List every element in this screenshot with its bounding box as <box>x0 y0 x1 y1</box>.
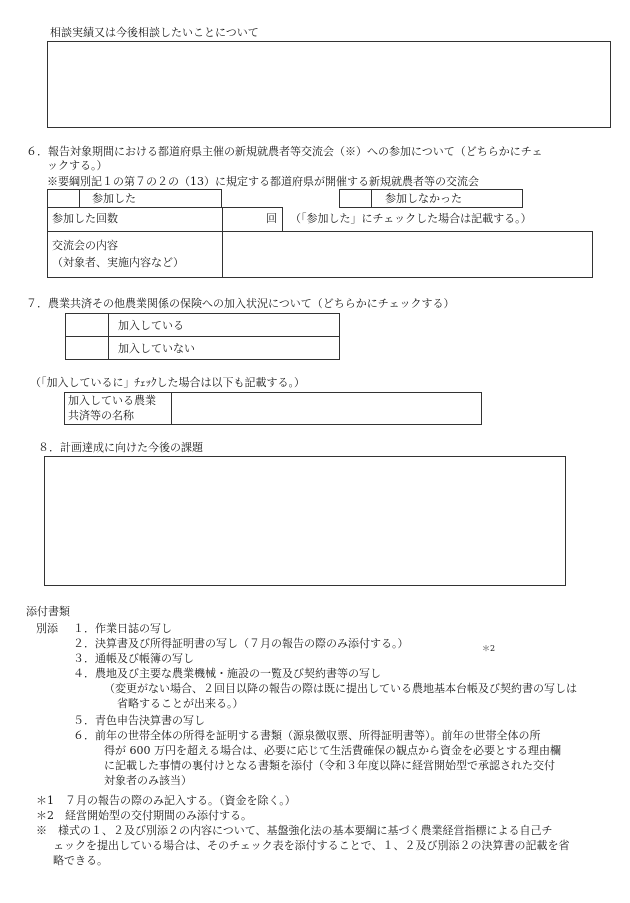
footnote-2: ＊2 経営開始型の交付期間のみ添付する。 <box>36 809 252 822</box>
joined-label: 加入している <box>118 319 184 332</box>
content-label-2: （対象者、実施内容など） <box>52 256 184 269</box>
insurance-col-divider <box>108 313 109 360</box>
not-joined-label: 加入していない <box>118 342 195 355</box>
insurer-name-label-1: 加入している農業 <box>68 394 156 407</box>
attachment-item-2: ２．決算書及び所得証明書の写し（７月の報告の際のみ添付する。） <box>73 637 409 650</box>
insurer-name-label-2: 共済等の名称 <box>68 409 134 422</box>
footnote-3-line1: ※ 様式の１、２及び別添２の内容について、基盤強化法の基本要綱に基づく農業経営指標による自己チ <box>36 824 553 837</box>
content-divider <box>222 231 223 278</box>
not-joined-checkbox[interactable] <box>66 337 108 359</box>
footnote-3-line2: ェックを提出している場合は、そのチェック表を添付することで、１、２及び別添２の決算書の記載を省 <box>53 839 570 852</box>
attachment-item-4-cont-1: （変更がない場合、２回目以降の報告の際は既に提出している農地基本台帳及び契約書の写しは <box>104 682 577 695</box>
consult-textbox[interactable] <box>47 41 611 128</box>
joined-checkbox[interactable] <box>66 314 108 336</box>
not-participated-label: 参加しなかった <box>385 192 462 205</box>
footnote-1: ＊1 ７月の報告の際のみ記入する。（資金を除く。） <box>36 794 296 807</box>
content-input[interactable] <box>224 233 590 276</box>
participated-checkbox[interactable] <box>47 189 80 208</box>
not-participated-checkbox[interactable] <box>339 189 372 208</box>
attachments-heading: 添付書類 <box>26 605 70 618</box>
section7-title: ７．農業共済その他農業関係の保険への加入状況について（どちらかにチェックする） <box>26 297 455 310</box>
participated-label: 参加した <box>92 192 136 205</box>
future-issues-textbox[interactable] <box>44 456 566 586</box>
attachment-item-6-cont-2: に記載した事情の裏付けとなる書類を添付（令和３年度以降に経営開始型で承認された交付 <box>104 759 555 772</box>
attachment-item-6-cont-3: 対象者のみ該当） <box>104 774 192 787</box>
count-note: （「参加した」にチェックした場合は記載する。） <box>290 212 532 225</box>
section8-title: ８．計画達成に向けた今後の課題 <box>38 441 203 454</box>
attachment-item-1: １．作業日誌の写し <box>73 622 172 635</box>
insurer-name-divider <box>171 392 172 425</box>
content-label-1: 交流会の内容 <box>52 239 118 252</box>
section7-note: （「加入しているに」ﾁｪｯｸした場合は以下も記載する。） <box>30 376 305 389</box>
insurer-name-input[interactable] <box>173 394 479 423</box>
attachment-item-4: ４．農地及び主要な農業機械・施設の一覧及び契約書等の写し <box>73 667 381 680</box>
attachment-item-6: ６．前年の世帯全体の所得を証明する書類（源泉徴収票、所得証明書等）。前年の世帯全体の所 <box>73 729 541 742</box>
consult-heading: 相談実績又は今後相談したいことについて <box>50 26 259 39</box>
attachment-item-3: ３．通帳及び帳簿の写し <box>73 652 194 665</box>
count-unit: 回 <box>266 212 277 225</box>
attachment-item-4-cont-2: 省略することが出来る。） <box>117 697 244 710</box>
footnote-3-line3: 略できる。 <box>53 854 108 867</box>
section6-title-line2: ックする。） <box>47 159 108 172</box>
section6-note: ※要綱別記１の第７の２の（13）に規定する都道府県が開催する新規就農者等の交流会 <box>47 175 479 188</box>
betten-label: 別添 <box>36 622 58 635</box>
section6-title-line1: ６．報告対象期間における都道府県主催の新規就農者等交流会（※）への参加について（どちらかにチェ <box>26 145 543 158</box>
attachment-item-5: ５．青色申告決算書の写し <box>73 714 205 727</box>
attachment-item-6-cont-1: 得が 600 万円を超える場合は、必要に応じて生活費確保の観点から資金を必要とする理由欄 <box>104 744 561 757</box>
attachment-item-2-mark: ＊2 <box>482 644 496 653</box>
count-label: 参加した回数 <box>52 212 118 225</box>
count-divider <box>222 207 223 232</box>
